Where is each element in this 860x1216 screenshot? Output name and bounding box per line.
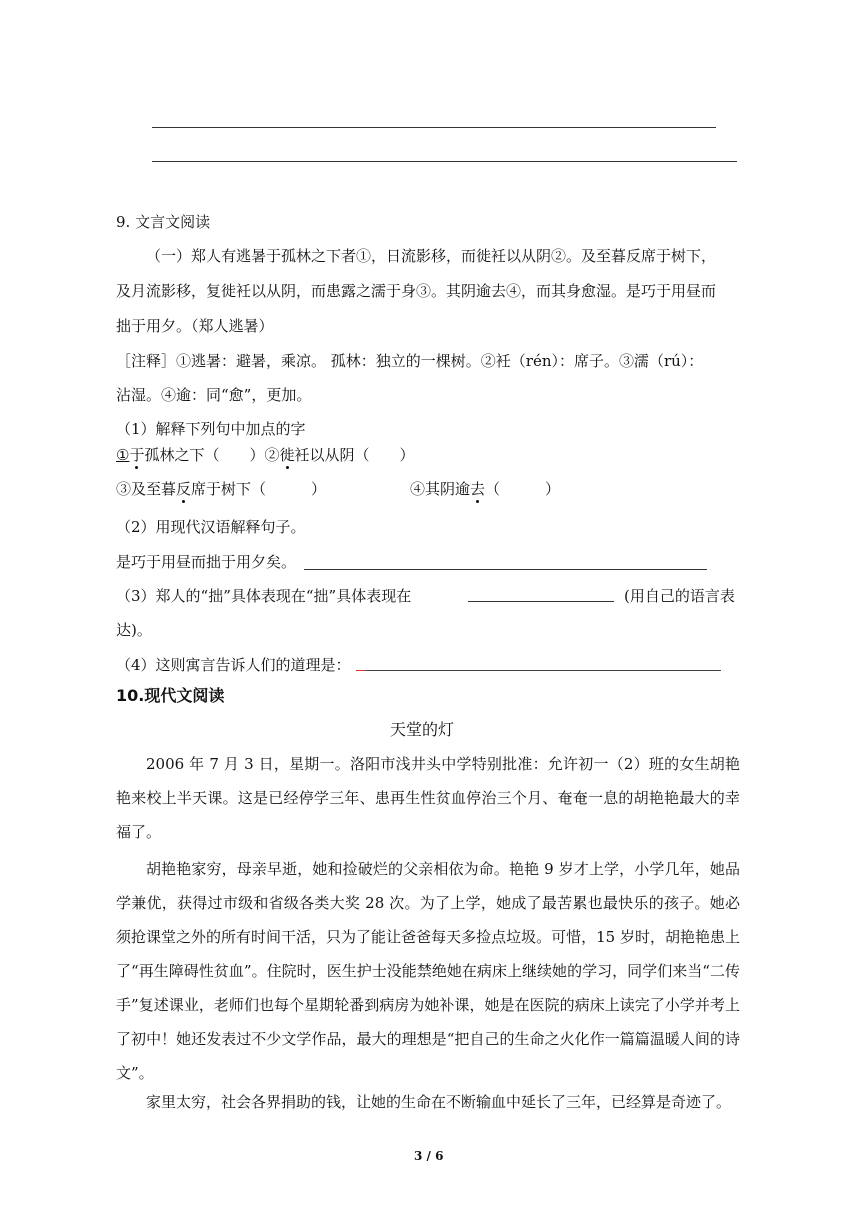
item-number: ①	[116, 446, 130, 464]
q9-notes-line-2: 沾湿。④逾：同“愈”，更加。	[116, 386, 312, 404]
q9-sub1-row-1	[116, 446, 415, 464]
article-paragraph-3: 家里太穷，社会各界捐助的钱，让她的生命在不断输血中延长了三年，已经算是奇迹了。	[146, 1093, 732, 1111]
item-text: 衽以从阴（ ）	[294, 446, 415, 464]
q9-notes-line-1: ［注释］①逃暑：避暑，乘凉。 孤林：独立的一棵树。②衽（rén）：席子。③濡（rú）：	[116, 352, 704, 370]
q9-passage-line-1: （一）郑人有逃暑于孤林之下者①，日流影移，而徙衽以从阴②。及至暮反席于树下，	[146, 247, 717, 265]
article-paragraph-2: 胡艳艳家穷，母亲早逝，她和捡破烂的父亲相依为命。艳艳 9 岁才上学，小学几年，她品学兼优，获得过市级和省级各类大奖 28 次。为了上学，她成了最苦累也最快乐的孩子。她必须抢课堂之外的所有时间干活，只为了能让爸爸每天多捡点垃圾。可惜，15 岁时，胡艳艳患上了“再生障碍性贫血”。住院时，医生护士没能禁绝她在病床上继续她的学习，同学们来当“二传手”复述课业，老师们也每个星期轮番到病房为她补课，她是在医院的病床上读完了小学并考上了初中！她还发表过不少文学作品，最大的理想是“把自己的生命之火化作一篇篇温暖人间的诗文”。	[116, 860, 740, 1082]
q9-sub1-title: （1）解释下列句中加点的字	[116, 420, 306, 438]
q9-sub1-row-2b	[410, 480, 560, 498]
item-text: 席于树下（ ）	[191, 480, 327, 498]
article-title: 天堂的灯	[390, 720, 455, 739]
q9-sub3-line-1b: (用自己的语言表	[624, 587, 735, 605]
q9-sub2-title: （2）用现代汉语解释句子。	[116, 518, 306, 536]
dotted-char: 于	[129, 446, 145, 464]
item-text: ③及至暮	[116, 480, 177, 498]
dotted-char: 去	[470, 480, 486, 498]
answer-blank-sub4[interactable]	[356, 670, 721, 671]
item-text: 孤林之下（ ）	[144, 446, 265, 464]
q9-heading: 9. 文言文阅读	[116, 213, 211, 231]
page-number: 3 / 6	[414, 1149, 444, 1163]
article-paragraph-1: 2006 年 7 月 3 日，星期一。洛阳市浅井头中学特别批准：允许初一（2）班的女生胡艳艳来校上半天课。这是已经停学三年、患再生性贫血停治三个月、奄奄一息的胡艳艳最大的幸福了。	[116, 755, 740, 841]
q9-sub3-line-1a: （3）郑人的“拙”具体表现在“拙”具体表现在	[116, 587, 412, 605]
dotted-char: 反	[176, 480, 192, 498]
q10-heading: 10.现代文阅读	[116, 686, 225, 705]
item-text: ④其阴逾	[410, 480, 471, 498]
answer-blank-sub4-mark	[356, 670, 366, 671]
q9-sub4: （4）这则寓言告诉人们的道理是：	[116, 656, 351, 674]
q9-sub1-row-2a	[116, 480, 326, 498]
item-number: ②	[264, 446, 280, 464]
answer-line-2	[152, 161, 737, 162]
item-text: （ ）	[485, 480, 561, 498]
answer-line-1	[152, 127, 716, 128]
q9-passage-line-3: 拙于用夕。（郑人逃暑）	[116, 317, 274, 335]
q9-sub2-sentence: 是巧于用昼而拙于用夕矣。	[116, 553, 297, 571]
answer-blank-sub3[interactable]	[468, 601, 614, 602]
answer-blank-sub2[interactable]	[304, 569, 707, 570]
q9-passage-line-2: 及月流影移，复徙衽以从阴，而患露之濡于身③。其阴逾去④，而其身愈湿。是巧于用昼而	[116, 282, 717, 300]
dotted-char: 徙	[279, 446, 295, 464]
q9-sub3-line-2: 达)。	[116, 621, 152, 639]
